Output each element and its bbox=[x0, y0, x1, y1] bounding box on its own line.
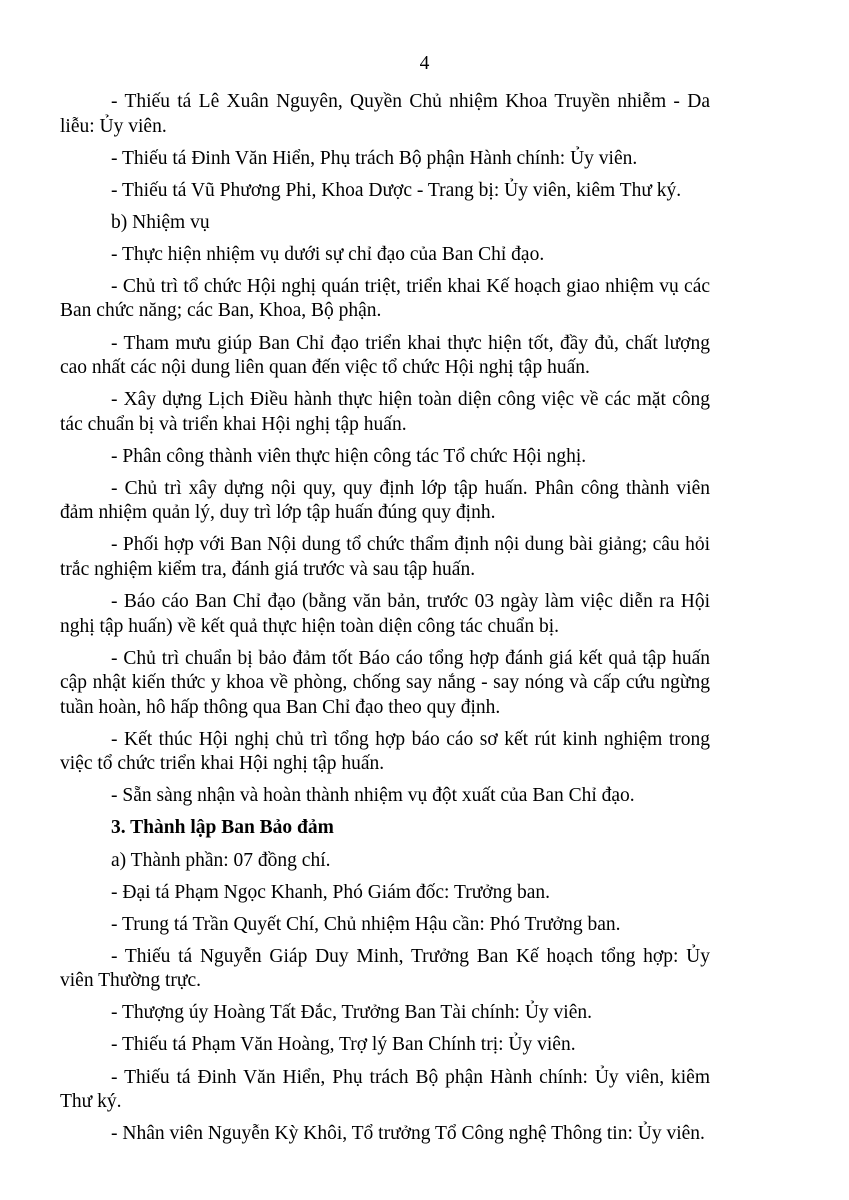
paragraph: - Thiếu tá Đinh Văn Hiển, Phụ trách Bộ phận Hành chính: Ủy viên. bbox=[111, 147, 638, 169]
paragraph: - Chủ trì tổ chức Hội nghị quán triệt, triển khai Kế hoạch giao nhiệm vụ các Ban chức năng; các Ban, Khoa, Bộ phận. bbox=[60, 275, 710, 322]
paragraph: - Chủ trì xây dựng nội quy, quy định lớp tập huấn. Phân công thành viên đảm nhiệm quản lý, duy trì lớp tập huấn đúng quy định. bbox=[60, 477, 710, 524]
paragraph: - Trung tá Trần Quyết Chí, Chủ nhiệm Hậu cần: Phó Trưởng ban. bbox=[111, 913, 621, 935]
paragraph: - Thượng úy Hoàng Tất Đắc, Trưởng Ban Tài chính: Ủy viên. bbox=[111, 1002, 593, 1024]
paragraph: - Nhân viên Nguyễn Kỳ Khôi, Tổ trưởng Tổ Công nghệ Thông tin: Ủy viên. bbox=[111, 1123, 705, 1145]
paragraph: - Thực hiện nhiệm vụ dưới sự chỉ đạo của Ban Chỉ đạo. bbox=[111, 243, 545, 265]
paragraph: - Chủ trì chuẩn bị bảo đảm tốt Báo cáo tổng hợp đánh giá kết quả tập huấn cập nhật kiến thức y khoa về phòng, chống say nắng - say nóng và cấp cứu ngừng tuần hoàn, hô hấp thông qua Ban Chỉ đạo theo quy định. bbox=[60, 647, 710, 718]
paragraph: - Thiếu tá Đinh Văn Hiển, Phụ trách Bộ phận Hành chính: Ủy viên, kiêm Thư ký. bbox=[60, 1066, 710, 1113]
page-number: 4 bbox=[419, 53, 430, 74]
paragraph: - Sẵn sàng nhận và hoàn thành nhiệm vụ đột xuất của Ban Chỉ đạo. bbox=[111, 785, 635, 807]
paragraph: - Tham mưu giúp Ban Chỉ đạo triển khai thực hiện tốt, đầy đủ, chất lượng cao nhất các nội dung liên quan đến việc tổ chức Hội nghị tập huấn. bbox=[60, 332, 710, 379]
section-heading: 3. Thành lập Ban Bảo đảm bbox=[111, 817, 334, 839]
paragraph: - Thiếu tá Vũ Phương Phi, Khoa Dược - Trang bị: Ủy viên, kiêm Thư ký. bbox=[111, 179, 682, 201]
document-body bbox=[60, 90, 710, 1154]
paragraph: - Báo cáo Ban Chỉ đạo (bằng văn bản, trước 03 ngày làm việc diễn ra Hội nghị tập huấn) về kết quả thực hiện toàn diện công tác chuẩn bị. bbox=[60, 591, 710, 637]
paragraph: - Thiếu tá Phạm Văn Hoàng, Trợ lý Ban Chính trị: Ủy viên. bbox=[111, 1034, 576, 1056]
paragraph: - Đại tá Phạm Ngọc Khanh, Phó Giám đốc: Trưởng ban. bbox=[111, 881, 551, 903]
paragraph: a) Thành phần: 07 đồng chí. bbox=[111, 849, 331, 871]
paragraph: - Phân công thành viên thực hiện công tác Tổ chức Hội nghị. bbox=[111, 445, 587, 467]
paragraph: - Phối hợp với Ban Nội dung tổ chức thẩm định nội dung bài giảng; câu hỏi trắc nghiệm kiểm tra, đánh giá trước và sau tập huấn. bbox=[60, 534, 710, 580]
paragraph: - Thiếu tá Lê Xuân Nguyên, Quyền Chủ nhiệm Khoa Truyền nhiễm - Da liễu: Ủy viên. bbox=[60, 91, 710, 137]
paragraph: b) Nhiệm vụ bbox=[111, 211, 210, 233]
paragraph: - Thiếu tá Nguyễn Giáp Duy Minh, Trưởng Ban Kế hoạch tổng hợp: Ủy viên Thường trực. bbox=[60, 945, 710, 992]
paragraph: - Kết thúc Hội nghị chủ trì tổng hợp báo cáo sơ kết rút kinh nghiệm trong việc tổ chức triển khai Hội nghị tập huấn. bbox=[60, 728, 710, 775]
paragraph: - Xây dựng Lịch Điều hành thực hiện toàn diện công việc về các mặt công tác chuẩn bị và triển khai Hội nghị tập huấn. bbox=[60, 389, 710, 435]
